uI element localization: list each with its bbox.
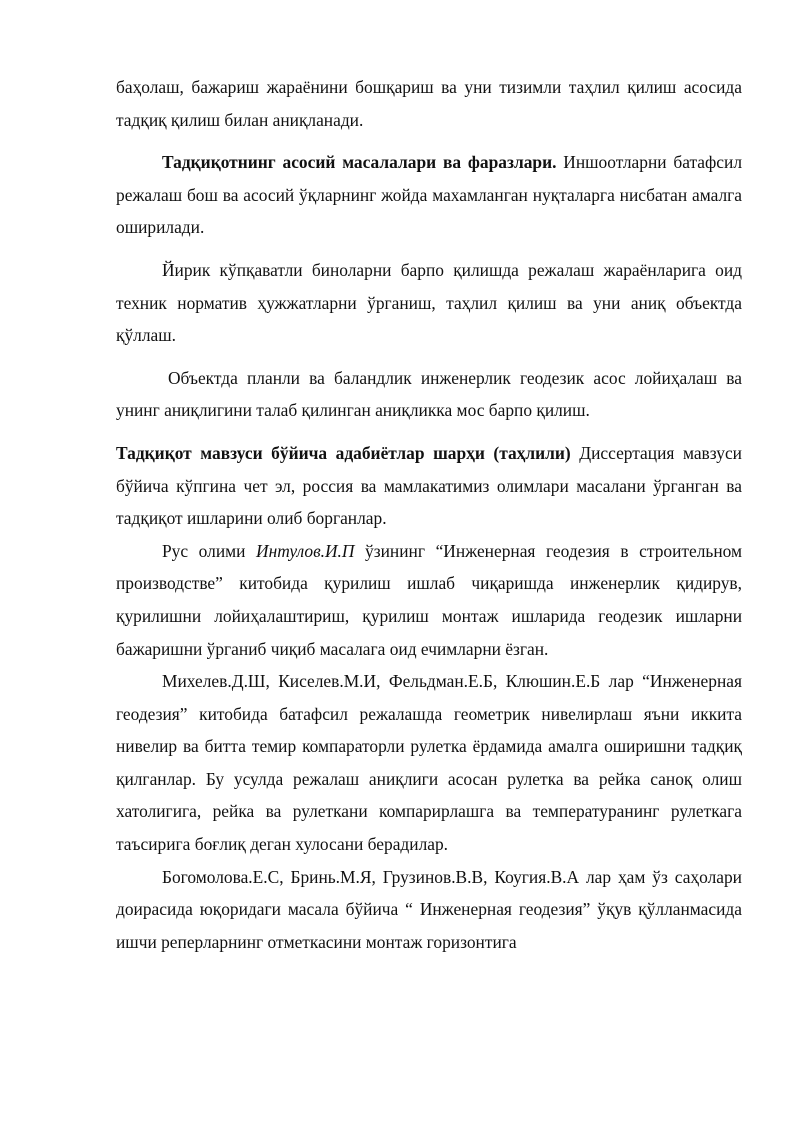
paragraph-research-tasks: Тадқиқотнинг асосий масалалари ва фаразлари. Иншоотларни батафсил режалаш бош ва асосий ўқларнинг жойда махамланган нуқталарга нисбатан амалга оширилади. [116,152,743,238]
paragraph-intulov: Рус олими Интулов.И.П ўзининг “Инженерная геодезия в строительном производстве” китобида қурилиш ишлаб чиқаришда инженерлик қидирув, қурилишни лойиҳалаштириш, қурилиш монтаж ишларида геодезик ишларни бажаришни ўрганиб чиқиб масалага оид ечимларни ёзган. [116,540,743,659]
literature-review-heading: Тадқиқот мавзуси бўйича адабиётлар шарҳи (таҳлили) [116,442,571,463]
paragraph-normative-docs: Йирик кўпқаватли биноларни барпо қилишда режалаш жараёнларига оид техник норматив ҳужжатларни ўрганиш, таҳлил қилиш ва уни аниқ объектда қўллаш. [116,259,742,346]
paragraph-geodetic-basis: Объектда планли ва баландлик инженерлик геодезик асос лойиҳалаш ва унинг аниқлигини талаб қилинган аниқликка мос барпо қилиш. [116,367,742,421]
paragraph-bogomolova: Богомолова.Е.С, Бринь.М.Я, Грузинов.В.В, Коугия.В.А лар ҳам ўз саҳолари доирасида юқоридаги масала бўйича “ Инженерная геодезия” ўқув қўлланмасида ишчи реперларнинг отметкасини монтаж горизонтига [116,866,742,952]
paragraph-literature-review: Тадқиқот мавзуси бўйича адабиётлар шарҳи (таҳлили) Диссертация мавзуси бўйича кўпгина чет эл, россия ва мамлакатимиз олимлари масалани ўрганган ва тадқиқот ишларини олиб борганлар. [116,442,742,529]
paragraph-mikhelev: Михелев.Д.Ш, Киселев.М.И, Фельдман.Е.Б, Клюшин.Е.Б лар “Инженерная геодезия” китобида батафсил режалашда геометрик нивелирлаш яъни иккита нивелир ва битта темир компараторли рулетка ёрдамида амалга оширишни тадқиқ қилганлар. Бу усулда режалаш аниқлиги асосан рулетка ва рейка саноқ олиш хатолигига, рейка ва рулеткани компарирлашга ва температуранинг рулеткага таъсирига боғлиқ деган хулосани берадилар. [116,671,742,855]
author-name-italic: Интулов.И.П [256,540,355,561]
paragraph-intro-continuation: баҳолаш, бажариш жараёнини бошқариш ва уни тизимли таҳлил қилиш асосида тадқиқ қилиш билан аниқланади. [116,77,742,130]
research-tasks-heading: Тадқиқотнинг асосий масалалари ва фаразлари. [162,152,557,173]
document-page [116,71,742,958]
